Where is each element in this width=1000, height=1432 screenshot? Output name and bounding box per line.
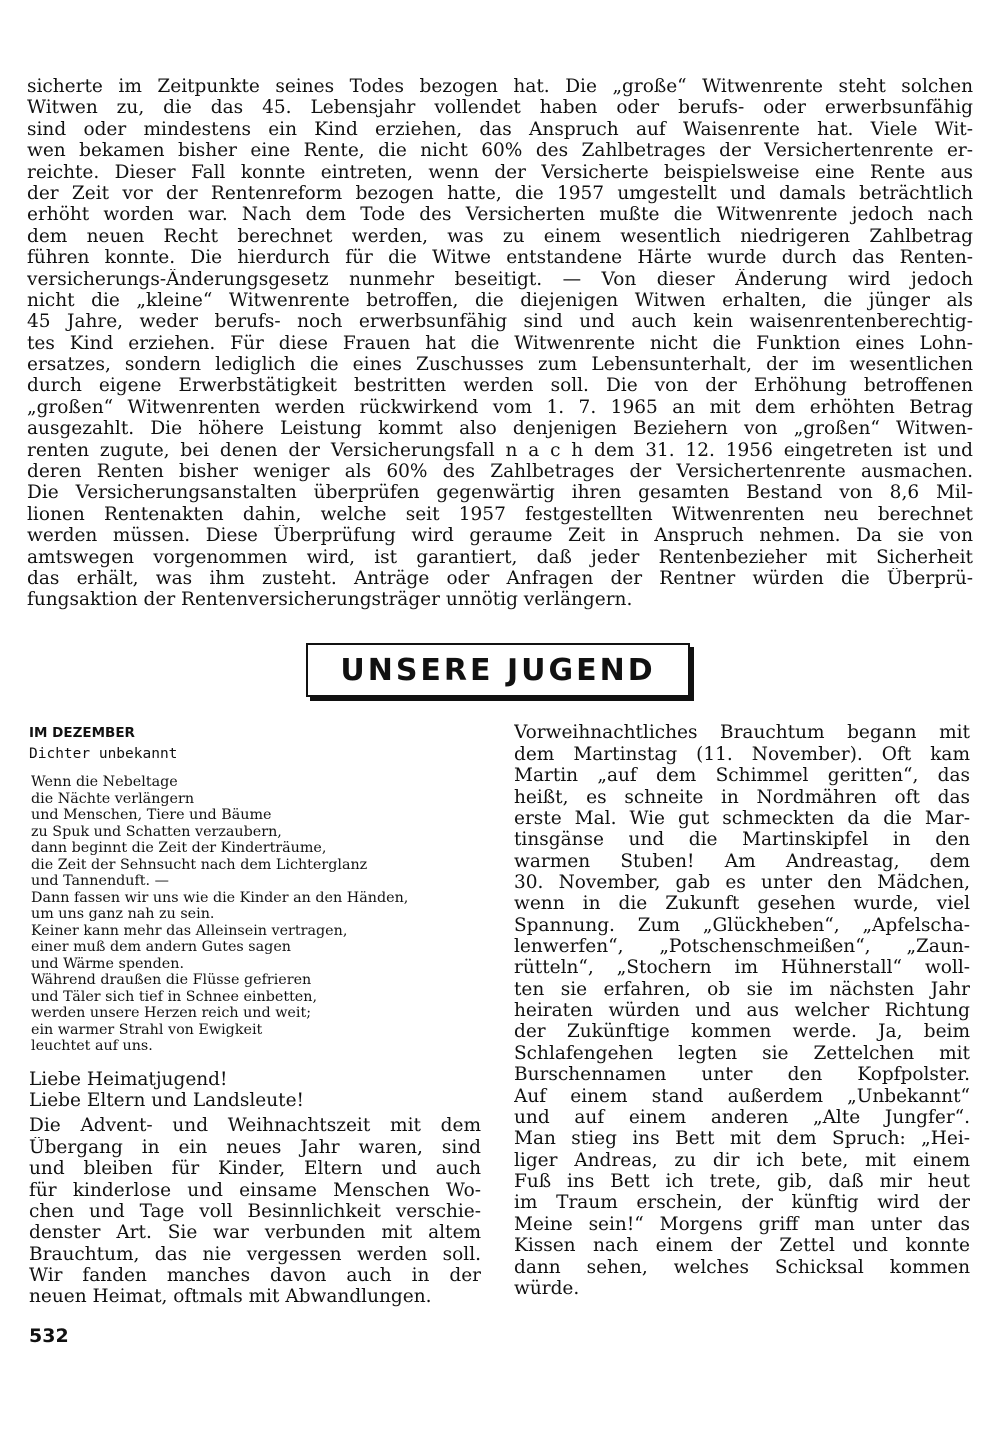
left-column-line: chen und Tage voll Besinnlichkeit verschie-: [29, 1201, 481, 1222]
left-column-line: Wir fanden manches davon auch in der: [29, 1265, 481, 1286]
article-line: 45 Jahre, weder berufs- noch erwerbsunfähig sind und auch kein waisenrentenberechtig-: [27, 311, 973, 332]
right-column-line: Auf einem stand außerdem „Unbekannt“: [514, 1086, 970, 1107]
poem-heading: IM DEZEMBER: [29, 725, 135, 741]
right-column-line: würde.: [514, 1278, 580, 1299]
right-column-line: Spannung. Zum „Glückheben“, „Apfelscha-: [514, 915, 970, 936]
right-column-line: im Traum erschein, der künftig wird der: [514, 1192, 970, 1213]
right-column-line: erste Mal. Wie gut schmeckten da die Mar-: [514, 808, 970, 829]
greeting-line: Liebe Eltern und Landsleute!: [29, 1090, 304, 1111]
article-line: sind oder mindestens ein Kind erziehen, das Anspruch auf Waisenrente hat. Viele Wit-: [27, 119, 973, 140]
left-column-line: Die Advent- und Weihnachtszeit mit dem: [29, 1115, 481, 1136]
poem-line: zu Spuk und Schatten verzaubern,: [31, 824, 282, 840]
right-column-line: liger Andreas, zu dir ich bete, mit einem: [514, 1150, 970, 1171]
article-line: dem neuen Recht berechnet werden, was zu einem wesentlich niedrigeren Zahlbetrag: [27, 226, 973, 247]
poem-line: um uns ganz nah zu sein.: [31, 906, 215, 922]
poem-line: Wenn die Nebeltage: [31, 774, 178, 790]
poem-line: einer muß dem andern Gutes sagen: [31, 939, 291, 955]
article-line: reichte. Dieser Fall konnte eintreten, wenn der Versicherte beispielsweise eine Rente aus: [27, 162, 973, 183]
article-line: renten zugute, bei denen der Versicherungsfall n a c h dem 31. 12. 1956 eingetreten ist und: [27, 440, 973, 461]
poem-line: und Täler sich tief in Schnee einbetten,: [31, 989, 318, 1005]
article-line: ausgezahlt. Die höhere Leistung kommt also denjenigen Beziehern von „großen“ Witwen-: [27, 418, 973, 439]
article-line: fungsaktion der Rentenversicherungsträger unnötig verlängern.: [27, 589, 633, 610]
right-column-line: heiraten würden und aus welcher Richtung: [514, 1000, 970, 1021]
right-column-line: Man stieg ins Bett mit dem Spruch: „Hei-: [514, 1128, 970, 1149]
article-line: Witwen zu, die das 45. Lebensjahr vollendet haben oder berufs- oder erwerbsunfähig: [27, 97, 973, 118]
poem-line: ein warmer Strahl von Ewigkeit: [31, 1022, 263, 1038]
poem-line: die Zeit der Sehnsucht nach dem Lichterglanz: [31, 857, 368, 873]
article-line: das erhält, was ihm zusteht. Anträge oder Anfragen der Rentner würden die Überprü-: [27, 568, 973, 589]
right-column-line: und auf einem anderen „Alte Jungfer“.: [514, 1107, 970, 1128]
article-line: „großen“ Witwenrenten werden rückwirkend vom 1. 7. 1965 an mit dem erhöhten Betrag: [27, 397, 973, 418]
article-line: amtswegen vorgenommen wird, ist garantiert, daß jeder Rentenbezieher mit Sicherheit: [27, 547, 973, 568]
right-column-line: Meine sein!“ Morgens griff man unter das: [514, 1214, 970, 1235]
right-column-line: Schlafengehen legten sie Zettelchen mit: [514, 1043, 970, 1064]
right-column-line: rütteln“, „Stochern im Hühnerstall“ woll-: [514, 957, 970, 978]
article-line: Die Versicherungsanstalten überprüfen gegenwärtig ihren gesamten Bestand von 8,6 Mil-: [27, 482, 973, 503]
article-line: deren Renten bisher weniger als 60% des Zahlbetrages der Versichertenrente ausmachen.: [27, 461, 973, 482]
right-column-line: Martin „auf dem Schimmel geritten“, das: [514, 765, 970, 786]
poem-line: und Menschen, Tiere und Bäume: [31, 807, 272, 823]
poem-line: und Tannenduft. —: [31, 873, 169, 889]
left-column-line: für kinderlose und einsame Menschen Wo-: [29, 1180, 481, 1201]
poem-line: Während draußen die Flüsse gefrieren: [31, 972, 312, 988]
right-column-line: ten sie erfahren, ob sie im nächsten Jahr: [514, 979, 970, 1000]
right-column-line: wenn in die Zukunft gesehen wurde, viel: [514, 893, 970, 914]
left-column-line: neuen Heimat, oftmals mit Abwandlungen.: [29, 1286, 432, 1307]
right-column-line: 30. November, gab es unter den Mädchen,: [514, 872, 970, 893]
article-line: versicherungs-Änderungsgesetz nunmehr beseitigt. — Von dieser Änderung wird jedoch: [27, 269, 973, 290]
greeting-line: Liebe Heimatjugend!: [29, 1069, 228, 1090]
poem-line: werden unsere Herzen reich und weit;: [31, 1005, 312, 1021]
article-line: erhöht worden war. Nach dem Tode des Versicherten mußte die Witwenrente jedoch nach: [27, 204, 973, 225]
article-line: durch eigene Erwerbstätigkeit bestritten werden soll. Die von der Erhöhung betroffenen: [27, 375, 973, 396]
left-column-line: und bleiben für Kinder, Eltern und auch: [29, 1158, 481, 1179]
poem-line: und Wärme spenden.: [31, 956, 185, 972]
right-column-line: dem Martinstag (11. November). Oft kam: [514, 744, 970, 765]
section-title: UNSERE JUGEND: [340, 652, 656, 688]
article-line: lionen Rentenakten dahin, welche seit 1957 festgestellten Witwenrenten neu berechnet: [27, 504, 973, 525]
article-line: werden müssen. Diese Überprüfung wird geraume Zeit in Anspruch nehmen. Da sie von: [27, 525, 973, 546]
article-line: nicht die „kleine“ Witwenrente betroffen, die diejenigen Witwen erhalten, die jünger als: [27, 290, 973, 311]
right-column-line: tinsgänse und die Martinskipfel in den: [514, 829, 970, 850]
right-column-line: dann sehen, welches Schicksal kommen: [514, 1257, 970, 1278]
left-column-line: Übergang in ein neues Jahr waren, sind: [29, 1137, 481, 1158]
left-column-line: denster Art. Sie war verbunden mit altem: [29, 1222, 481, 1243]
right-column-line: Kissen nach einem der Zettel und konnte: [514, 1235, 970, 1256]
right-column-line: Burschennamen unter den Kopfpolster.: [514, 1064, 970, 1085]
left-column-line: Brauchtum, das nie vergessen werden soll.: [29, 1244, 481, 1265]
poem-line: die Nächte verlängern: [31, 791, 195, 807]
right-column-line: Vorweihnachtliches Brauchtum begann mit: [514, 722, 970, 743]
poem-line: Dann fassen wir uns wie die Kinder an den Händen,: [31, 890, 409, 906]
right-column-line: heißt, es schneite in Nordmähren oft das: [514, 787, 970, 808]
article-line: ersatzes, sondern lediglich die eines Zuschusses zum Lebensunterhalt, der im wesentlichen: [27, 354, 973, 375]
poem-author: Dichter unbekannt: [29, 746, 178, 762]
article-line: führen konnte. Die hierdurch für die Witwe entstandene Härte wurde durch das Renten-: [27, 247, 973, 268]
article-line: wen bekamen bisher eine Rente, die nicht 60% des Zahlbetrages der Versichertenrente er-: [27, 140, 973, 161]
article-line: tes Kind erziehen. Für diese Frauen hat die Witwenrente nicht die Funktion eines Lohn-: [27, 333, 973, 354]
article-line: sicherte im Zeitpunkte seines Todes bezogen hat. Die „große“ Witwenrente steht solchen: [27, 76, 973, 97]
right-column-line: lenwerfen“, „Potschenschmeißen“, „Zaun-: [514, 936, 970, 957]
section-header-box: [306, 643, 690, 697]
article-line: der Zeit vor der Rentenreform bezogen hatte, die 1957 umgestellt und damals beträchtlich: [27, 183, 973, 204]
poem-line: Keiner kann mehr das Alleinsein vertragen,: [31, 923, 348, 939]
page-number: 532: [29, 1325, 69, 1347]
poem-line: leuchtet auf uns.: [31, 1038, 153, 1054]
right-column-line: der Zukünftige kommen werde. Ja, beim: [514, 1021, 970, 1042]
poem-line: dann beginnt die Zeit der Kinderträume,: [31, 840, 327, 856]
right-column-line: Fuß ins Bett ich trete, gib, daß mir heut: [514, 1171, 970, 1192]
right-column-line: warmen Stuben! Am Andreastag, dem: [514, 851, 970, 872]
